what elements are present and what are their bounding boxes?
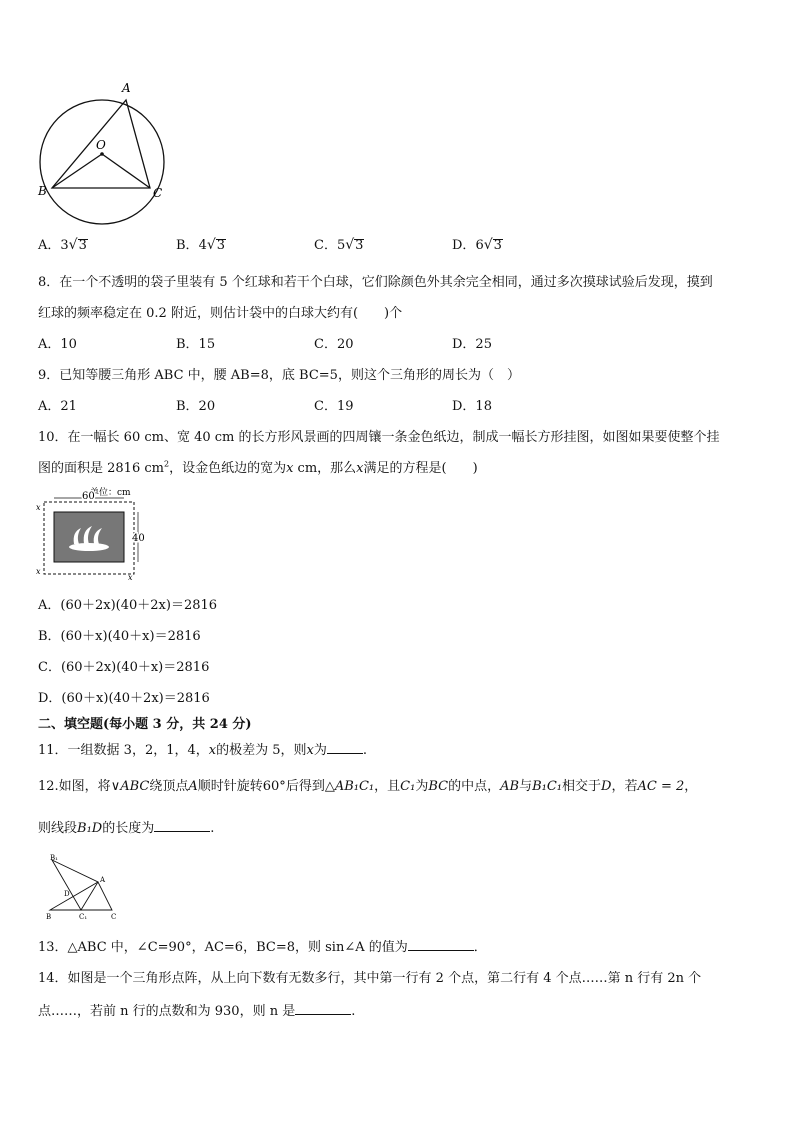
q7-option-a: A．3√3 — [38, 237, 87, 253]
height-label: 40 — [132, 533, 145, 544]
answer-blank[interactable] — [408, 938, 474, 951]
section-heading: 二、填空题(每小题 3 分，共 24 分) — [38, 717, 252, 732]
q10-line2 — [38, 457, 478, 476]
q10-text: ，设金色纸边的宽为 — [169, 461, 287, 476]
q7-option-b: B．4√3 — [176, 237, 226, 253]
q12-math: D — [601, 779, 612, 794]
q10-var: x — [356, 461, 364, 476]
q12-text: ，且 — [374, 779, 401, 794]
q12-math: AC = 2 — [637, 779, 685, 794]
circumcircle — [40, 100, 164, 224]
option-letter: D． — [452, 238, 476, 253]
segment-oc — [102, 154, 150, 188]
q12-math: △AB₁C₁ — [324, 779, 375, 794]
q10-option-a: A．(60＋2x)(40＋2x)＝2816 — [38, 598, 218, 613]
q8-line1: 8．在一个不透明的袋子里装有 5 个红球和若干个白球，它们除颜色外其余完全相同，通过多次摸球试验后发现，摸到 — [38, 275, 713, 290]
x-right-label: x — [128, 573, 133, 582]
q10-text: cm，那么 — [293, 461, 357, 476]
q11-var: x — [208, 743, 217, 758]
option-coef: 4 — [198, 238, 207, 253]
q8-option-b: B．15 — [176, 337, 216, 352]
circle-triangle-figure — [30, 76, 180, 226]
x-bottom-label: x — [36, 567, 41, 576]
radicand: 3 — [216, 238, 226, 253]
q12-text: 12.如图，将 — [38, 779, 111, 794]
q10-line1: 10．在一幅长 60 cm、宽 40 cm 的长方形风景画的四周镶一条金色纸边，制成一幅长方形挂图，如图如果要使整个挂 — [38, 430, 720, 445]
option-coef: 3 — [60, 238, 69, 253]
option-coef: 6 — [475, 238, 484, 253]
width-label: 60 — [82, 491, 95, 502]
q12-math: BC — [428, 779, 449, 794]
q11-line — [38, 739, 367, 758]
framed-picture-figure — [34, 486, 164, 582]
triangle-ab1c1 — [52, 860, 98, 910]
answer-blank[interactable] — [295, 1002, 351, 1015]
q9-option-a: A．21 — [38, 399, 77, 414]
center-dot — [100, 152, 104, 156]
q12-text: 则线段 — [38, 821, 78, 836]
radicand: 3 — [78, 238, 87, 253]
unit-label: 单位：cm — [90, 488, 131, 498]
q9-option-c: C．19 — [314, 399, 354, 414]
q10-option-c: C．(60＋2x)(40＋x)＝2816 — [38, 660, 210, 675]
q7-option-c: C．5√3 — [314, 237, 364, 253]
q8-option-c: C．20 — [314, 337, 354, 352]
x-top-label: x — [36, 503, 41, 512]
q14-line1: 14．如图是一个三角形点阵，从上向下数有无数多行，其中第一行有 2 个点，第二行有 4 个点……第 n 行有 2n 个 — [38, 971, 702, 986]
label-b: B — [46, 913, 52, 921]
q7-option-d: D．6√3 — [452, 237, 502, 253]
label-c1: C₁ — [79, 913, 88, 921]
q10-var: x — [286, 461, 294, 476]
radicand: 3 — [493, 238, 502, 253]
painting — [54, 512, 124, 562]
label-d: D — [64, 890, 70, 898]
label-b1: B₁ — [50, 854, 58, 862]
radicand: 3 — [355, 238, 364, 253]
q12-math: C₁ — [400, 779, 416, 794]
answer-blank[interactable] — [154, 819, 210, 832]
option-letter: A． — [38, 238, 61, 253]
q12-text: 后得到 — [285, 779, 325, 794]
q12-math: 60° — [262, 779, 286, 794]
q8-line2: 红球的频率稳定在 0.2 附近，则估计袋中的白球大约有( )个 — [38, 306, 403, 321]
q8-option-d: D．25 — [452, 337, 492, 352]
q12-text: 为 — [415, 779, 429, 794]
q12-text: 相交于 — [562, 779, 602, 794]
option-letter: B． — [176, 238, 199, 253]
q8-option-a: A．10 — [38, 337, 77, 352]
q13-text: 13．△ABC 中，∠C=90°，AC=6，BC=8，则 sin∠A 的值为 — [38, 940, 408, 955]
q12-line1 — [38, 775, 697, 794]
label-b: B — [38, 184, 47, 198]
label-c: C — [111, 913, 117, 921]
q14-text: 点……，若前 n 行的点数和为 930，则 n 是 — [38, 1004, 296, 1019]
q14-end: . — [351, 1004, 356, 1019]
q14-line2 — [38, 1000, 355, 1019]
q11-text: 的极差为 5，则 — [216, 743, 307, 758]
q12-text: 顺时针旋转 — [197, 779, 263, 794]
q9-line1: 9．已知等腰三角形 ABC 中，腰 AB=8，底 BC=5，则这个三角形的周长为（ ） — [38, 368, 520, 383]
label-c: C — [153, 186, 163, 200]
q13-line — [38, 936, 487, 955]
q11-var: x — [306, 743, 314, 758]
q10-text: 图的面积是 2816 cm — [38, 461, 164, 476]
q12-math: AB — [500, 779, 520, 794]
q10-option-d: D．(60＋x)(40＋2x)＝2816 — [38, 691, 210, 706]
q10-option-b: B．(60＋x)(40＋x)＝2816 — [38, 629, 201, 644]
boat-hull — [69, 543, 109, 551]
q12-text: 与 — [519, 779, 533, 794]
q12-math: B₁D — [77, 821, 103, 836]
q12-math: A — [188, 779, 198, 794]
q12-text: 的长度为 — [102, 821, 155, 836]
q11-text: 11．一组数据 3，2，1，4， — [38, 743, 209, 758]
label-a: A — [122, 81, 131, 95]
q10-text: 满足的方程是( ) — [363, 461, 478, 476]
triangle-abc — [50, 882, 112, 910]
q9-option-b: B．20 — [176, 399, 216, 414]
label-o: O — [96, 138, 106, 152]
q12-text: 的中点， — [448, 779, 501, 794]
q10-sup: 2 — [163, 459, 170, 469]
option-coef: 5 — [336, 238, 346, 253]
q12-text: 绕顶点 — [149, 779, 189, 794]
q12-math: ∨ABC — [110, 779, 150, 794]
q12-line2 — [38, 817, 214, 836]
q13-end: ． — [473, 940, 487, 955]
q11-end: . — [362, 743, 368, 758]
label-a: A — [100, 876, 106, 884]
q12-text: ，若 — [611, 779, 638, 794]
answer-blank[interactable] — [327, 741, 363, 754]
q12-end: . — [210, 821, 215, 836]
q12-text: ， — [684, 779, 698, 794]
q9-option-d: D．18 — [452, 399, 492, 414]
q11-text: 为 — [313, 743, 327, 758]
option-letter: C． — [314, 238, 337, 253]
rotated-triangle-figure — [44, 852, 128, 922]
q12-math: B₁C₁ — [532, 779, 563, 794]
